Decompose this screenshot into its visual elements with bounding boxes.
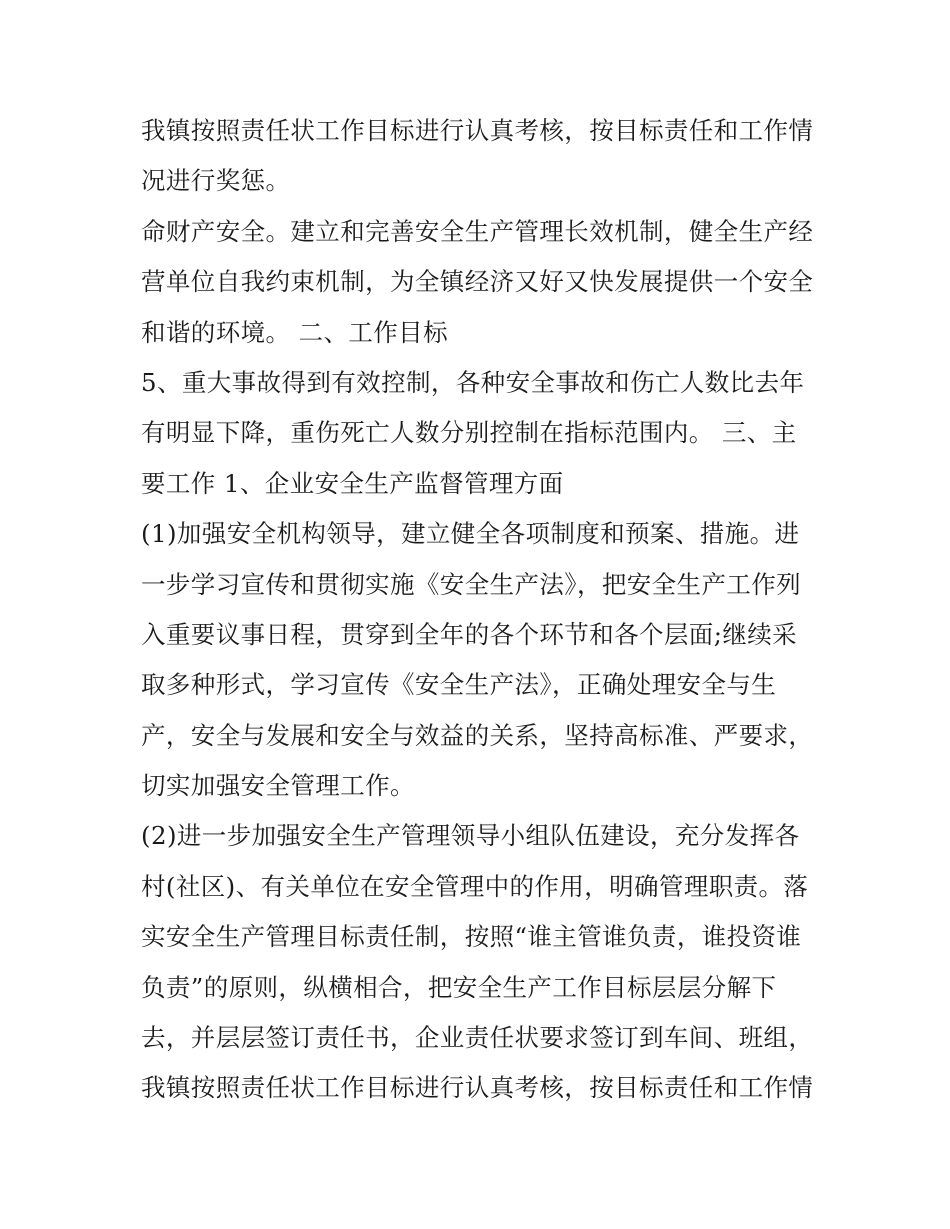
text-line: 我镇按照责任状工作目标进行认真考核，按目标责任和工作情	[141, 1073, 814, 1103]
text-line: 实安全生产管理目标责任制，按照“谁主管谁负责，谁投资谁	[141, 922, 802, 952]
text-line: 5、重大事故得到有效控制，各种安全事故和伤亡人数比去年	[141, 367, 805, 397]
text-line: 入重要议事日程，贯穿到全年的各个环节和各个层面;继续采	[141, 619, 798, 649]
text-line: 取多种形式，学习宣传《安全生产法》，正确处理安全与生	[141, 670, 777, 700]
text-line: 有明显下降，重伤死亡人数分别控制在指标范围内。 三、主	[141, 418, 797, 448]
text-line: 去，并层层签订责任书，企业责任状要求签订到车间、班组，	[141, 1023, 814, 1053]
text-line: 产，安全与发展和安全与效益的关系，坚持高标准、严要求，	[141, 720, 814, 750]
text-line: 营单位自我约束机制，为全镇经济又好又快发展提供一个安全	[141, 267, 814, 297]
text-line: 命财产安全。建立和完善安全生产管理长效机制，健全生产经	[141, 216, 814, 246]
text-line: 负责”的原则，纵横相合，把安全生产工作目标层层分解下	[141, 972, 777, 1002]
text-line: (1)加强安全机构领导，建立健全各项制度和预案、措施。进	[141, 519, 800, 549]
text-line: 切实加强安全管理工作。	[141, 771, 415, 801]
text-line: 我镇按照责任状工作目标进行认真考核，按目标责任和工作情	[141, 116, 814, 145]
text-line: 要工作 1、企业安全生产监督管理方面	[141, 468, 564, 498]
text-line: 村(社区)、有关单位在安全管理中的作用，明确管理职责。落	[141, 871, 809, 901]
text-line: 和谐的环境。 二、工作目标	[141, 317, 448, 347]
text-line: 一步学习宣传和贯彻实施《安全生产法》，把安全生产工作列	[141, 569, 802, 599]
body-text	[141, 106, 831, 1114]
text-line: 况进行奖惩。	[141, 166, 291, 196]
text-line: (2)进一步加强安全生产管理领导小组队伍建设，充分发挥各	[141, 821, 800, 851]
